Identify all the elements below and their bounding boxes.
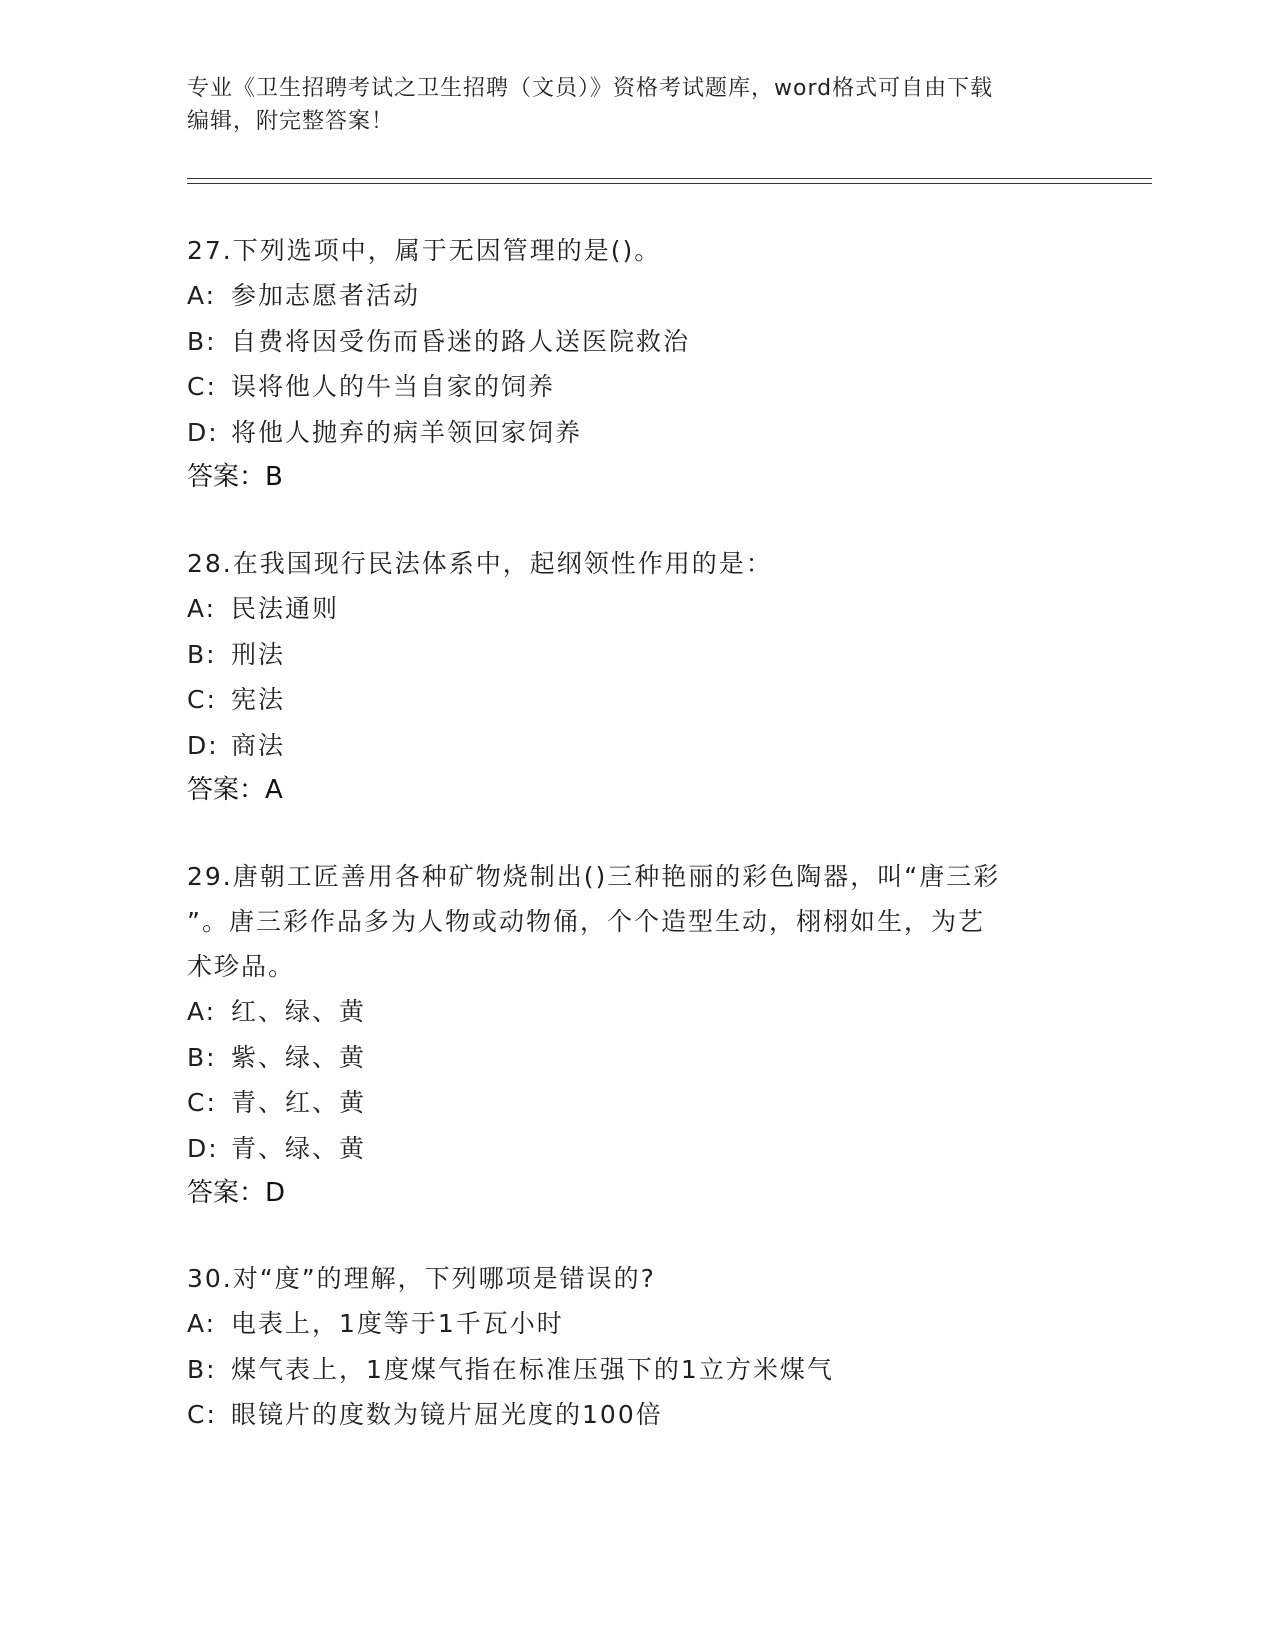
answer-label: 答案：A <box>187 775 283 805</box>
option-text: 将他人抛弃的病羊领回家饲养 <box>231 417 583 447</box>
option-key: B: <box>187 639 217 669</box>
question-stem-line-1: 29.唐朝工匠善用各种矿物烧制出()三种艳丽的彩色陶器，叫“唐三彩 <box>187 862 1001 891</box>
option-a <box>187 989 1087 1035</box>
option-text: 眼镜片的度数为镜片屈光度的100倍 <box>231 1400 663 1429</box>
option-b <box>187 1035 1087 1081</box>
question-28 <box>187 541 1087 813</box>
option-a <box>187 273 1087 319</box>
option-text: 电表上，1度等于1千瓦小时 <box>231 1309 564 1338</box>
option-text: 宪法 <box>231 685 286 714</box>
option-text: 误将他人的牛当自家的饲养 <box>231 372 556 401</box>
option-key: D: <box>187 417 219 447</box>
option-c <box>187 677 1087 723</box>
option-key: C: <box>187 685 217 714</box>
option-a <box>187 586 1087 632</box>
option-text: 自费将因受伤而昏迷的路人送医院救治 <box>231 326 691 356</box>
header-rule-top <box>187 178 1152 179</box>
option-key: D: <box>187 730 219 760</box>
option-b <box>187 632 1087 678</box>
option-c <box>187 364 1087 410</box>
header-rule-bottom <box>187 183 1152 184</box>
option-text: 商法 <box>231 730 286 760</box>
question-27 <box>187 228 1087 500</box>
option-d <box>187 1126 1087 1172</box>
answer-label: 答案：B <box>187 462 283 492</box>
option-key: B: <box>187 1042 217 1072</box>
option-d <box>187 723 1087 769</box>
option-text: 参加志愿者活动 <box>231 281 421 310</box>
question-stem: 28.在我国现行民法体系中，起纲领性作用的是： <box>187 549 773 578</box>
option-text: 青、红、黄 <box>231 1088 367 1117</box>
option-key: C: <box>187 1400 217 1429</box>
option-key: A: <box>187 997 217 1026</box>
option-key: A: <box>187 594 217 623</box>
question-stem-line-2: ”。唐三彩作品多为人物或动物俑，个个造型生动，栩栩如生，为艺 <box>187 907 985 936</box>
question-stem: 30.对“度”的理解，下列哪项是错误的? <box>187 1264 656 1293</box>
option-key: A: <box>187 281 217 310</box>
header-line-2: 编辑，附完整答案！ <box>187 109 395 134</box>
question-30 <box>187 1256 1087 1438</box>
option-key: D: <box>187 1133 219 1163</box>
answer-label: 答案：D <box>187 1178 286 1208</box>
option-text: 刑法 <box>231 639 286 669</box>
question-stem-line-3: 术珍品。 <box>187 952 296 981</box>
option-text: 红、绿、黄 <box>231 997 367 1026</box>
option-key: A: <box>187 1309 217 1338</box>
option-text: 民法通则 <box>231 594 340 623</box>
header-line-1: 专业《卫生招聘考试之卫生招聘（文员）》资格考试题库，word格式可自由下载 <box>187 76 994 101</box>
option-c <box>187 1392 1087 1438</box>
option-d <box>187 410 1087 456</box>
question-29 <box>187 854 1087 1216</box>
option-b <box>187 1347 1087 1393</box>
option-text: 紫、绿、黄 <box>231 1042 367 1072</box>
option-key: C: <box>187 372 217 401</box>
option-key: B: <box>187 1354 217 1384</box>
option-b <box>187 319 1087 365</box>
option-key: B: <box>187 326 217 356</box>
question-stem: 27.下列选项中，属于无因管理的是()。 <box>187 236 662 265</box>
option-text: 青、绿、黄 <box>231 1133 367 1163</box>
option-a <box>187 1301 1087 1347</box>
option-text: 煤气表上，1度煤气指在标准压强下的1立方米煤气 <box>231 1354 834 1384</box>
option-c <box>187 1080 1087 1126</box>
document-header <box>187 72 1087 138</box>
option-key: C: <box>187 1088 217 1117</box>
